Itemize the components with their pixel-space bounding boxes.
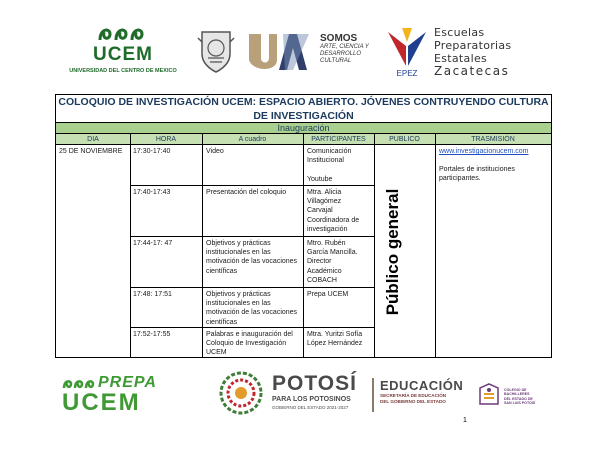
somos-line-2: ARTE, CIENCIA Y bbox=[320, 44, 369, 50]
row-4-hora: 17:48: 17:51 bbox=[133, 291, 172, 298]
row-5-hora: 17:52-17:55 bbox=[133, 331, 171, 338]
row-3-cuadro: Objetivos y prácticas institucionales en las motivación de las vocaciones científicas bbox=[206, 240, 298, 275]
row-1-participant-line: Comunicación bbox=[307, 148, 352, 155]
epez-line-2: Preparatorias bbox=[434, 39, 512, 52]
column-header-cuadro: A cuadro bbox=[202, 134, 303, 145]
row-divider bbox=[130, 236, 374, 237]
document-title-line-1: COLOQUIO DE INVESTIGACIÓN UCEM: ESPACIO ABIERTO. JÓVENES CONTRUYENDO CULTURA bbox=[58, 96, 549, 108]
ucem-logo bbox=[58, 20, 188, 82]
column-header-trasmision: TRASMISIÓN bbox=[435, 134, 551, 145]
potosi-emblem-icon bbox=[216, 370, 266, 416]
grid-line bbox=[130, 134, 131, 358]
somos-line-3: DESARROLLO bbox=[320, 51, 362, 57]
row-2-hora: 17:40-17:43 bbox=[133, 189, 171, 196]
grid-line bbox=[435, 134, 436, 358]
colegio-bachilleres-logo bbox=[476, 378, 546, 412]
potosi-period: GOBIERNO DEL ESTADO 2021-2027 bbox=[272, 405, 349, 410]
row-5-participant-line: Mtra. Yuritzi Sofía bbox=[307, 331, 363, 338]
row-3-participant-line: Director bbox=[307, 258, 332, 266]
document-title bbox=[56, 95, 551, 123]
epez-logo bbox=[384, 22, 544, 82]
prepa-word: PREPA bbox=[98, 374, 157, 391]
column-header-dia: DIA bbox=[56, 134, 130, 145]
row-3-hora: 17:44-17: 47 bbox=[133, 240, 173, 247]
spacer bbox=[439, 156, 549, 165]
colegio-line-2: BACHILLERES bbox=[504, 392, 530, 397]
row-1-cuadro: Video bbox=[206, 148, 224, 155]
row-divider bbox=[130, 287, 374, 288]
grid-line bbox=[202, 134, 203, 358]
epez-mark-icon bbox=[384, 26, 430, 78]
ucem-swirl-icon bbox=[96, 20, 150, 44]
row-2-participantes bbox=[307, 188, 373, 234]
row-2-participant-line: investigación bbox=[307, 225, 348, 233]
prepa-swirl-icon bbox=[62, 376, 96, 390]
epez-line-1: Escuelas bbox=[434, 26, 485, 39]
transmission-cell bbox=[439, 147, 549, 184]
epez-line-4: Zacatecas bbox=[434, 64, 510, 78]
prepa-ucem-logo bbox=[60, 374, 180, 414]
educacion-sub-1: SECRETARÍA DE EDUCACIÓN bbox=[380, 393, 447, 398]
row-2-cuadro: Presentación del coloquio bbox=[206, 189, 287, 196]
state-seal-icon bbox=[196, 28, 236, 74]
somos-line-4: CULTURAL bbox=[320, 58, 352, 64]
colegio-line-1: COLEGIO DE bbox=[504, 388, 527, 392]
row-1-hora: 17:30-17:40 bbox=[133, 148, 171, 155]
row-2-participant-line: Villagómez bbox=[307, 198, 342, 206]
transmission-note: Portales de instituciones participantes. bbox=[439, 166, 515, 183]
potosi-subtitle: PARA LOS POTOSINOS bbox=[272, 396, 351, 403]
epez-line-3: Estatales bbox=[434, 52, 488, 65]
row-1-participant-line bbox=[307, 165, 373, 174]
day-cell: 25 DE NOVIEMBRE bbox=[59, 148, 123, 155]
colegio-line-4: SAN LUIS POTOSÍ bbox=[504, 400, 536, 405]
row-5-participantes bbox=[307, 330, 373, 348]
ucem-subtitle: UNIVERSIDAD DEL CENTRO DE MEXICO bbox=[69, 68, 177, 74]
row-2-participant-line: Mtra. Alicia bbox=[307, 189, 342, 196]
audience-label: Público general bbox=[383, 188, 402, 316]
section-heading: Inauguración bbox=[56, 123, 551, 134]
row-3-participant-line: Mtro. Rubén bbox=[307, 240, 346, 247]
row-3-participantes bbox=[307, 239, 373, 285]
educacion-title: EDUCACIÓN bbox=[380, 378, 464, 393]
row-2-participant-line: Carvajal bbox=[307, 207, 333, 215]
ucem-word: UCEM bbox=[62, 389, 141, 416]
column-header-hora: HORA bbox=[130, 134, 202, 145]
row-1-participant-line: Youtube bbox=[307, 175, 333, 183]
column-header-participantes: PARTICIPANTES bbox=[303, 134, 374, 145]
uaz-logo-icon bbox=[247, 30, 311, 74]
colegio-line-3: DEL ESTADO DE bbox=[504, 396, 533, 401]
header-logos bbox=[0, 0, 596, 90]
row-1-participantes bbox=[307, 147, 373, 184]
colegio-emblem-icon bbox=[476, 382, 502, 408]
row-3-participant-line: COBACH bbox=[307, 276, 337, 284]
educacion-logo bbox=[372, 378, 476, 412]
row-2-participant-line: Coordinadora de bbox=[307, 216, 360, 224]
row-3-participant-line: Académico bbox=[307, 267, 342, 275]
row-4-participantes: Prepa UCEM bbox=[307, 291, 349, 298]
educacion-sub-2: DEL GOBIERNO DEL ESTADO bbox=[380, 398, 446, 404]
page-number: 1 bbox=[463, 417, 467, 424]
epez-mark-text: EPEZ bbox=[396, 69, 418, 78]
grid-line bbox=[303, 134, 304, 358]
colegio-text bbox=[504, 388, 535, 405]
program-table bbox=[55, 94, 552, 358]
row-4-cuadro: Objetivos y prácticas institucionales en las motivación de las vocaciones científicas bbox=[206, 291, 298, 326]
column-header-publico: PUBLICO bbox=[374, 134, 435, 145]
row-5-participant-line: López Hernández bbox=[307, 340, 363, 348]
potosi-logo bbox=[214, 370, 364, 416]
row-divider bbox=[130, 327, 374, 328]
ucem-wordmark: UCEM bbox=[93, 44, 153, 65]
row-1-participant-line: Institucional bbox=[307, 157, 344, 165]
row-3-participant-line: García Mancilla. bbox=[307, 249, 358, 257]
row-divider bbox=[130, 185, 374, 186]
transmission-link[interactable]: www.investigacionucem.com bbox=[439, 148, 529, 155]
document-title-line-2: DE INVESTIGACIÓN bbox=[253, 110, 354, 122]
epez-text bbox=[434, 26, 511, 78]
somos-title: SOMOS bbox=[320, 33, 358, 44]
somos-logo bbox=[320, 33, 388, 77]
audience-cell bbox=[373, 189, 413, 315]
row-5-cuadro: Palabras e inauguración del Coloquio de Investigación UCEM bbox=[206, 331, 293, 357]
potosi-title: POTOSÍ bbox=[272, 372, 357, 395]
